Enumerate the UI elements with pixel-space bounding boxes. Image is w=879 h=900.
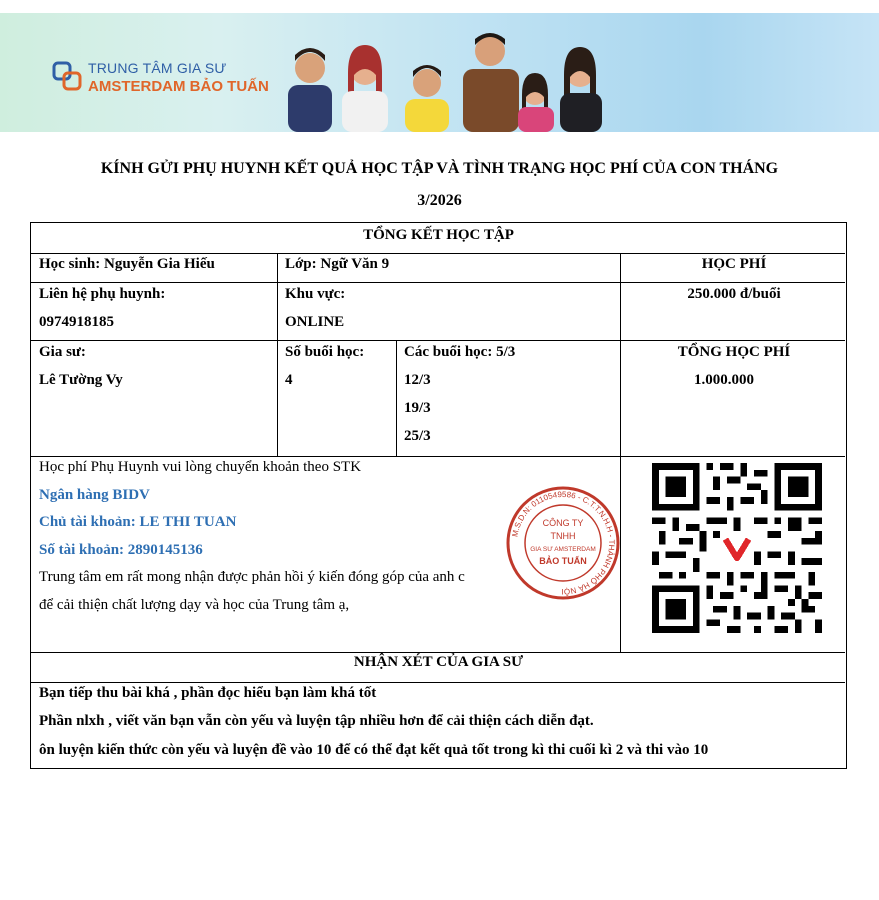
stamp-line3: GIA SƯ AMSTERDAM [530, 546, 596, 553]
parent-phone: 0974918185 [39, 314, 114, 330]
student-name: Học sinh: Nguyễn Gia Hiếu [39, 256, 215, 272]
stamp-line2: TNHH [550, 531, 576, 541]
fee-header: HỌC PHÍ [701, 256, 767, 272]
total-fee-value: 1.000.000 [694, 372, 754, 388]
logo-text-line2: AMSTERDAM BẢO TUẤN [88, 78, 269, 95]
feedback-request-line2: để cải thiện chất lượng dạy và học của Trung tâm ạ, [39, 597, 350, 613]
comment-line: Bạn tiếp thu bài khá , phần đọc hiểu bạn làm khá tốt [39, 685, 377, 701]
table-rule [31, 652, 845, 653]
table-rule [31, 682, 845, 683]
banner-people-image [270, 13, 610, 132]
stamp-ring-text: M.S.D.N: 0110549586 - C.T.T.N.H.H - THÀNH PHỐ HÀ NỘI [510, 489, 617, 597]
page-title-month: 3/2026 [417, 192, 462, 209]
bank-name: Ngân hàng BIDV [39, 487, 150, 503]
session-date: 19/3 [404, 400, 431, 416]
sessions-count-label: Số buổi học: [285, 344, 365, 360]
comments-header: NHẬN XÉT CỦA GIA SƯ [353, 654, 524, 670]
total-fee-label: TỔNG HỌC PHÍ [677, 344, 791, 360]
summary-header: TỔNG KẾT HỌC TẬP [363, 227, 514, 243]
table-rule [277, 253, 278, 456]
area-value: ONLINE [285, 314, 345, 330]
feedback-request-line1: Trung tâm em rất mong nhận được phản hồi ý kiến đóng góp của anh c [39, 569, 465, 585]
table-rule [31, 282, 845, 283]
table-rule [31, 456, 845, 457]
fee-per-session: 250.000 đ/buổi [687, 286, 781, 302]
comment-line: Phần nlxh , viết văn bạn vẫn còn yếu và luyện tập nhiều hơn để cải thiện cách diễn đạt. [39, 713, 594, 729]
table-rule [396, 340, 397, 456]
qr-code-icon [652, 462, 822, 634]
account-number: Số tài khoản: 2890145136 [39, 542, 203, 558]
stamp-line4: BẢO TUẤN [539, 556, 587, 566]
company-stamp-icon [505, 485, 621, 601]
stamp-line1: CÔNG TY [542, 518, 584, 528]
header-banner [0, 13, 879, 132]
area-label: Khu vực: [285, 286, 346, 302]
sessions-list-label: Các buổi học: 5/3 [404, 344, 516, 360]
comment-line: ôn luyện kiến thức còn yếu và luyện đề vào 10 để có thể đạt kết quả tốt trong kì thi cuối kì 2 và thi vào 10 [39, 742, 709, 758]
logo-icon [52, 61, 82, 91]
session-date: 12/3 [404, 372, 431, 388]
sessions-count: 4 [285, 372, 293, 388]
table-rule [31, 253, 845, 254]
tutor-name: Lê Tường Vy [39, 372, 123, 388]
payment-intro: Học phí Phụ Huynh vui lòng chuyển khoản theo STK [39, 459, 362, 475]
class-name: Lớp: Ngữ Văn 9 [285, 256, 390, 272]
account-holder: Chủ tài khoản: LE THI TUAN [39, 514, 237, 530]
page-title: KÍNH GỬI PHỤ HUYNH KẾT QUẢ HỌC TẬP VÀ TÌNH TRẠNG HỌC PHÍ CỦA CON THÁNG [100, 160, 779, 177]
parent-contact-label: Liên hệ phụ huynh: [39, 286, 166, 302]
table-rule [31, 340, 845, 341]
logo-text-line1: TRUNG TÂM GIA SƯ [88, 60, 227, 76]
tutor-label: Gia sư: [39, 344, 86, 360]
session-date: 25/3 [404, 428, 431, 444]
